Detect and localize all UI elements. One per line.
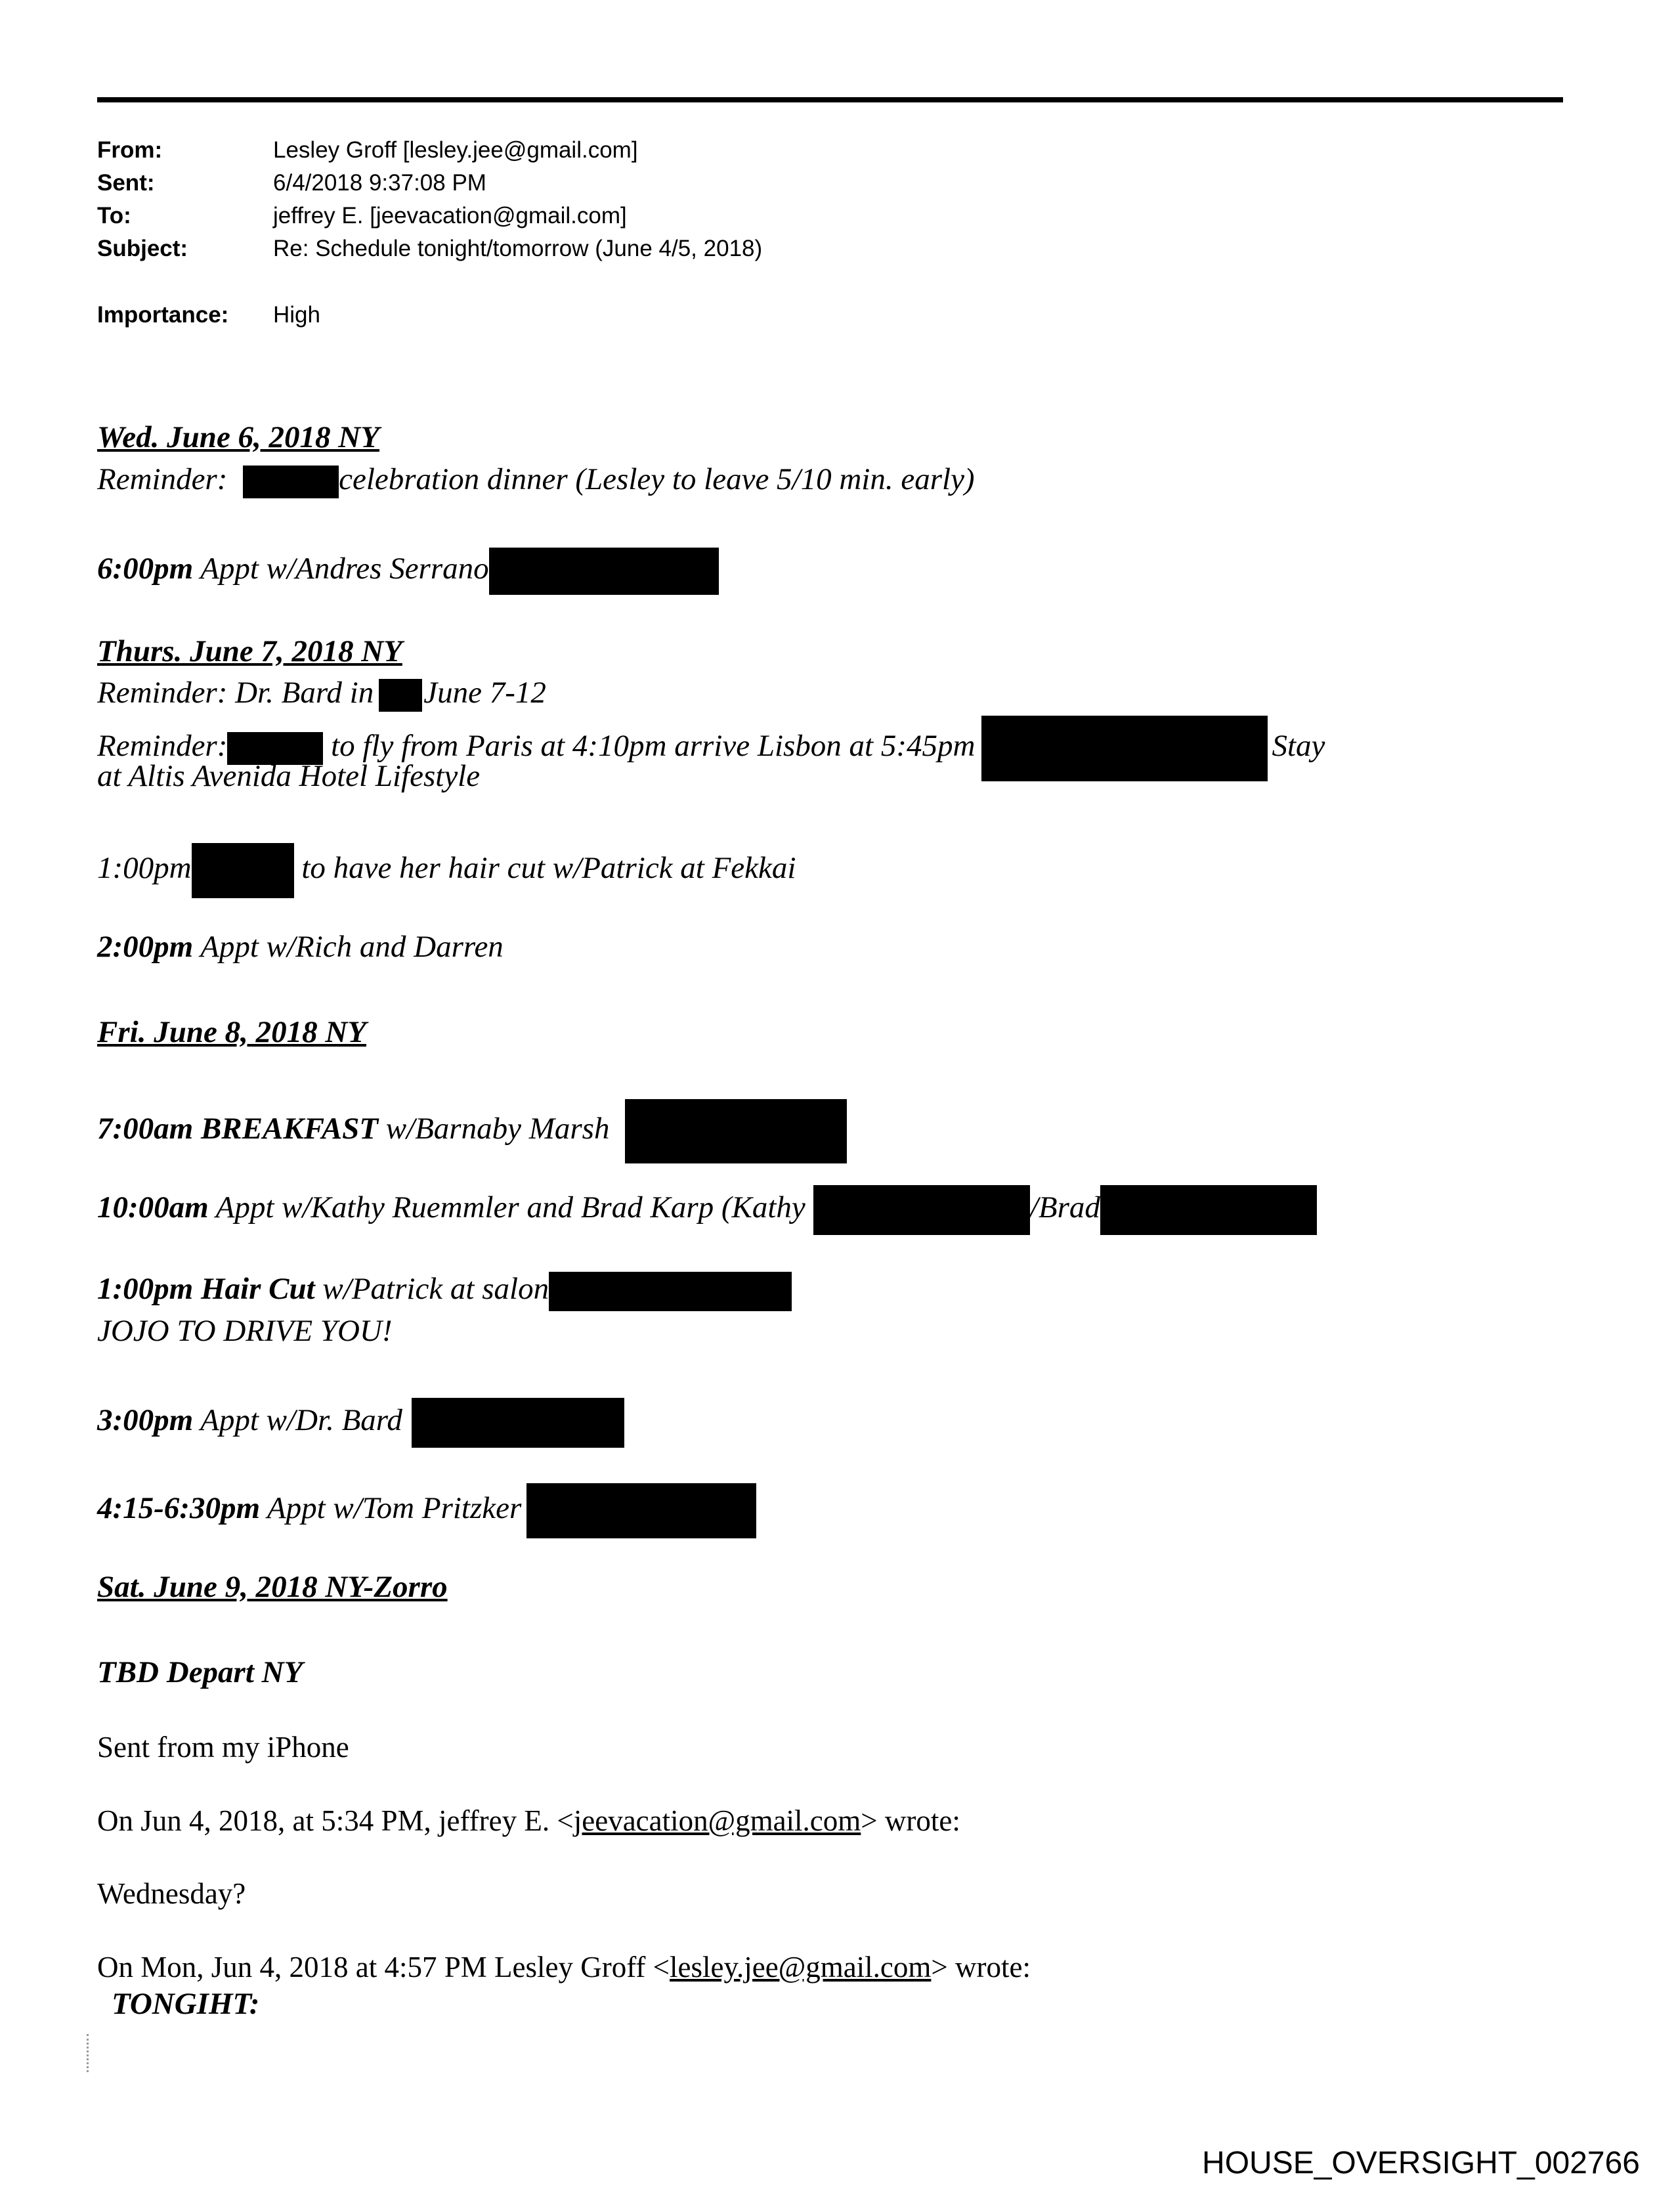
importance-value: High bbox=[273, 302, 320, 328]
redaction-box bbox=[526, 1483, 756, 1538]
importance-label: Importance: bbox=[97, 302, 229, 328]
quoted-header-2: On Mon, Jun 4, 2018 at 4:57 PM Lesley Groff <lesley.jee@gmail.com> wrote: bbox=[97, 1951, 1031, 1984]
fri-appt-ruemmler-karp: 10:00am Appt w/Kathy Ruemmler and Brad Karp (Kathy /Brad bbox=[97, 1185, 1317, 1235]
bates-number: HOUSE_OVERSIGHT_002766 bbox=[1202, 2146, 1640, 2180]
fri-heading: Fri. June 8, 2018 NY bbox=[97, 1015, 366, 1049]
redaction-box bbox=[379, 679, 422, 712]
from-value: Lesley Groff [lesley.jee@gmail.com] bbox=[273, 137, 638, 163]
from-label: From: bbox=[97, 137, 163, 163]
redaction-box bbox=[489, 548, 719, 595]
redaction-box bbox=[412, 1398, 624, 1448]
wed-appt-serrano: 6:00pm Appt w/Andres Serrano bbox=[97, 548, 719, 595]
thu-reminder-flight: Reminder: to fly from Paris at 4:10pm arrive Lisbon at 5:45pm Stay bbox=[97, 716, 1325, 781]
sent-label: Sent: bbox=[97, 170, 155, 196]
sat-depart: TBD Depart NY bbox=[97, 1655, 303, 1689]
redaction-box bbox=[625, 1099, 847, 1163]
sent-value: 6/4/2018 9:37:08 PM bbox=[273, 170, 486, 196]
wed-heading: Wed. June 6, 2018 NY bbox=[97, 420, 379, 454]
thu-haircut: 1:00pm to have her hair cut w/Patrick at Fekkai bbox=[97, 843, 796, 898]
redaction-box bbox=[243, 466, 339, 498]
sent-from-iphone: Sent from my iPhone bbox=[97, 1731, 349, 1764]
header-rule bbox=[97, 97, 1563, 102]
redaction-box bbox=[981, 716, 1268, 781]
quoted-header-1: On Jun 4, 2018, at 5:34 PM, jeffrey E. <jeevacation@gmail.com> wrote: bbox=[97, 1804, 960, 1837]
fri-breakfast: 7:00am BREAKFAST w/Barnaby Marsh bbox=[97, 1099, 847, 1163]
thu-appt-rich-darren: 2:00pm Appt w/Rich and Darren bbox=[97, 930, 504, 964]
fri-appt-bard: 3:00pm Appt w/Dr. Bard bbox=[97, 1398, 624, 1448]
quote-bar bbox=[87, 2034, 91, 2072]
thu-reminder-bard: Reminder: Dr. Bard in June 7-12 bbox=[97, 674, 546, 712]
subject-value: Re: Schedule tonight/tomorrow (June 4/5, 2018) bbox=[273, 236, 763, 261]
email-link-lesley[interactable]: lesley.jee@gmail.com bbox=[670, 1951, 932, 1984]
fri-appt-pritzker: 4:15-6:30pm Appt w/Tom Pritzker bbox=[97, 1483, 756, 1538]
wed-reminder: Reminder: celebration dinner (Lesley to leave 5/10 min. early) bbox=[97, 461, 975, 498]
redaction-box bbox=[192, 843, 294, 898]
subject-label: Subject: bbox=[97, 236, 188, 261]
redaction-box bbox=[1100, 1185, 1317, 1235]
thu-heading: Thurs. June 7, 2018 NY bbox=[97, 634, 402, 668]
fri-haircut: 1:00pm Hair Cut w/Patrick at salon bbox=[97, 1270, 792, 1311]
email-link-jeevacation[interactable]: jeevacation@gmail.com bbox=[573, 1804, 861, 1837]
sat-heading: Sat. June 9, 2018 NY-Zorro bbox=[97, 1570, 448, 1604]
redaction-box bbox=[549, 1272, 792, 1311]
quoted-wednesday: Wednesday? bbox=[97, 1877, 246, 1910]
fri-jojo-note: JOJO TO DRIVE YOU! bbox=[97, 1314, 393, 1348]
redaction-box bbox=[813, 1185, 1030, 1235]
to-value: jeffrey E. [jeevacation@gmail.com] bbox=[273, 203, 627, 228]
to-label: To: bbox=[97, 203, 131, 228]
quoted-tonight: TONGIHT: bbox=[112, 1987, 260, 2021]
thu-reminder-hotel: at Altis Avenida Hotel Lifestyle bbox=[97, 759, 481, 793]
